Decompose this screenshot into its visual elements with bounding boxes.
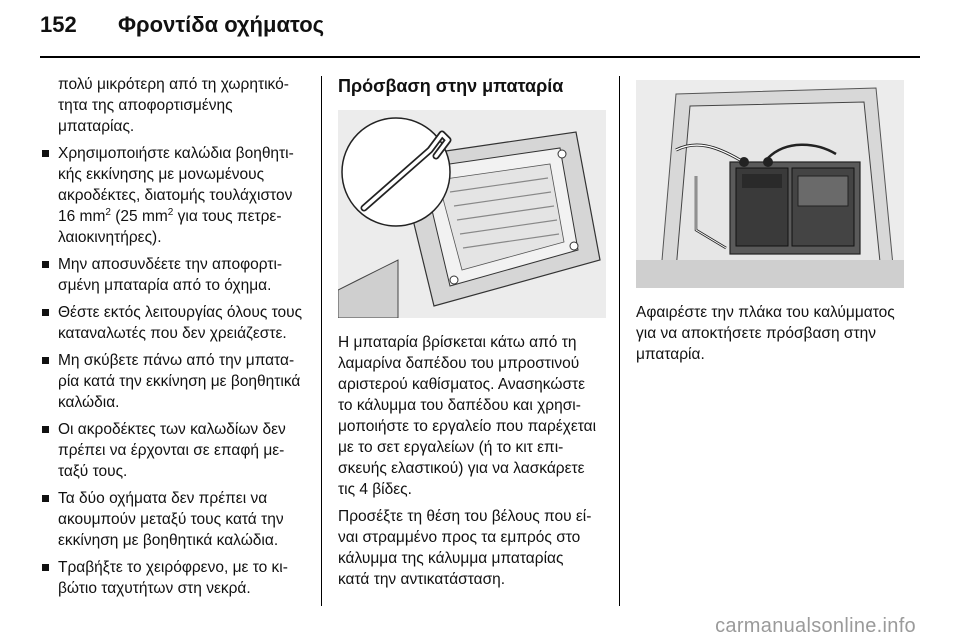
bullet-item [40, 254, 308, 296]
text-line: βώτιο ταχυτήτων στη νεκρά. [58, 580, 251, 597]
text-line: σκευής ελαστικού) για να λασκάρετε [338, 460, 585, 477]
text-line: σμένη μπαταρία από το όχημα. [58, 277, 272, 294]
text-line: πολύ μικρότερη από τη χωρητικό- [58, 76, 289, 93]
text-line: Χρησιμοποιήστε καλώδια βοηθητι- [58, 145, 294, 162]
text-line: το κάλυμμα του δαπέδου και χρησι- [338, 397, 581, 414]
text-line: ρία κατά την εκκίνηση με βοηθητικά [58, 373, 301, 390]
text-line: Προσέξτε τη θέση του βέλους που εί- [338, 508, 592, 525]
text-line: Μη σκύβετε πάνω από την μπατα- [58, 352, 295, 369]
text-line: Οι ακροδέκτες των καλωδίων δεν [58, 421, 286, 438]
text-line: Αφαιρέστε την πλάκα του καλύμματος [636, 304, 895, 321]
text-line: Τραβήξτε το χειρόφρενο, με το κι- [58, 559, 288, 576]
watermark: carmanualsonline.info [715, 615, 916, 637]
text-line: με το σετ εργαλείων (ή το κιτ επι- [338, 439, 564, 456]
text-line: ακουμπούν μεταξύ τους κατά την [58, 511, 284, 528]
column-divider [321, 76, 322, 606]
page-number: 152 [40, 12, 77, 37]
text-line: καλώδια. [58, 394, 120, 411]
text-line: πρέπει να έρχονται σε επαφή με- [58, 442, 285, 459]
text-line: λαμαρίνα δαπέδου του μπροστινού [338, 355, 580, 372]
text-line: για να αποκτήσετε πρόσβαση στην [636, 325, 876, 342]
text-line: τις 4 βίδες. [338, 481, 412, 498]
paragraph [636, 302, 926, 365]
text-line: ναι στραμμένο προς τα εμπρός στο [338, 529, 581, 546]
text-line: Μην αποσυνδέετε την αποφορτι- [58, 256, 283, 273]
text-line: μπαταρίας. [58, 118, 135, 135]
header-rule [40, 56, 920, 58]
text-line: Θέστε εκτός λειτουργίας όλους τους [58, 304, 303, 321]
text-line: κής εκκίνησης με μονωμένους [58, 166, 265, 183]
bullet-item [40, 557, 308, 599]
paragraph [338, 506, 608, 590]
text-line: εκκίνηση με βοηθητικά καλώδια. [58, 532, 279, 549]
bullet-item [40, 488, 308, 551]
text-line: Τα δύο οχήματα δεν πρέπει να [58, 490, 268, 507]
superscript: 2 [105, 206, 111, 218]
paragraph [338, 332, 608, 500]
text-line: μπαταρία. [636, 346, 705, 363]
section-title: Πρόσβαση στην μπαταρία [338, 76, 564, 96]
text-line: ακροδέκτες, διατομής τουλάχιστον [58, 187, 293, 204]
superscript: 2 [167, 206, 174, 218]
text-line: λαιοκινητήρες). [58, 229, 162, 246]
bullet-item [40, 302, 308, 344]
floor-cover-illustration [338, 110, 606, 318]
column-2 [338, 74, 608, 596]
text-line: κάλυμμα της κάλυμμα μπαταρίας [338, 550, 564, 567]
text-line: κατά την αντικατάσταση. [338, 571, 506, 588]
intro-paragraph [40, 74, 308, 137]
text-line: αριστερού καθίσματος. Ανασηκώστε [338, 376, 586, 393]
page-title: Φροντίδα οχήματος [118, 12, 325, 37]
battery-illustration [636, 80, 904, 288]
page-header [0, 0, 960, 62]
text-fragment: για τους πετρε- [173, 208, 282, 225]
text-line: τητα της αποφορτισμένης [58, 97, 233, 114]
text-fragment: 16 mm [58, 208, 106, 225]
text-line: μοποιήστε το εργαλείο που παρέχεται [338, 418, 597, 435]
text-line: καταναλωτές που δεν χρειάζεστε. [58, 325, 287, 342]
column-1 [40, 74, 308, 605]
column-divider [619, 76, 620, 606]
bullet-item [40, 143, 308, 248]
text-fragment: (25 mm [110, 208, 168, 225]
bullet-item [40, 350, 308, 413]
bullet-item [40, 419, 308, 482]
text-line: Η μπαταρία βρίσκεται κάτω από τη [338, 334, 577, 351]
column-3 [636, 74, 926, 371]
text-line: ταξύ τους. [58, 463, 128, 480]
